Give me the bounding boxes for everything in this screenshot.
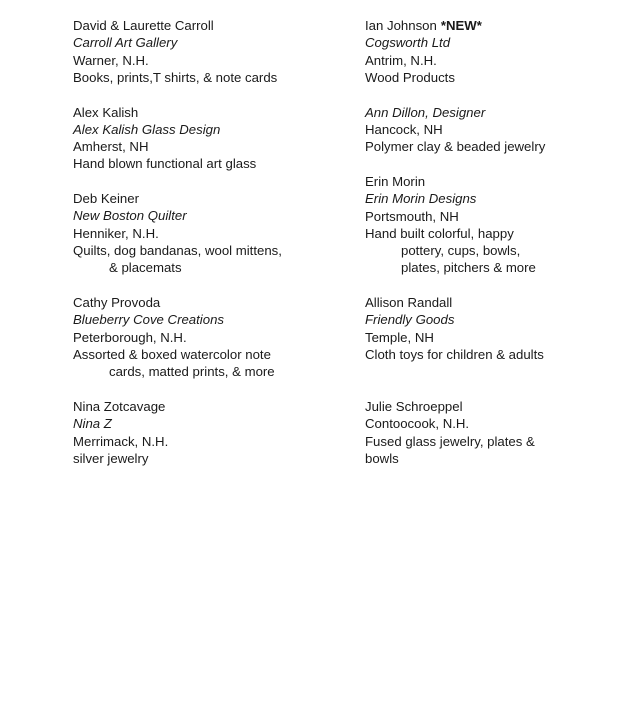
vendor-company: Carroll Art Gallery [73, 35, 178, 51]
vendor-products-continued: bowls [365, 450, 399, 466]
vendor-products: Hand blown functional art glass [73, 156, 257, 172]
vendor-name: Allison Randall [365, 295, 453, 310]
vendor-products-continued: cards, matted prints, & more [109, 364, 275, 380]
vendor-name: Erin Morin [365, 174, 426, 189]
vendor-location: Temple, NH [365, 329, 434, 345]
vendor-company: New Boston Quilter [73, 208, 187, 224]
vendor-name-row [365, 17, 605, 34]
vendor-name: David & Laurette Carroll [73, 18, 214, 33]
vendor-location: Antrim, N.H. [365, 52, 437, 68]
vendor-location: Henniker, N.H. [73, 225, 159, 241]
vendor-company: Nina Z [73, 416, 112, 432]
vendor-name: Nina Zotcavage [73, 399, 166, 414]
vendor-entry [73, 294, 343, 380]
vendor-products-continued: pottery, cups, bowls, [401, 243, 521, 259]
vendor-products: Cloth toys for children & adults [365, 346, 544, 362]
vendor-company: Friendly Goods [365, 312, 455, 328]
vendor-location: Portsmouth, NH [365, 208, 459, 224]
vendor-products: Wood Products [365, 69, 455, 85]
vendor-products-continued: & placemats [109, 260, 182, 276]
vendor-location: Hancock, NH [365, 121, 443, 137]
vendor-location: Warner, N.H. [73, 52, 149, 68]
vendor-entry [365, 17, 605, 86]
vendor-location: Amherst, NH [73, 139, 149, 155]
vendor-company: Blueberry Cove Creations [73, 312, 224, 328]
vendor-products: Fused glass jewelry, plates & [365, 433, 535, 449]
vendor-products: Hand built colorful, happy [365, 225, 514, 241]
vendor-company: Alex Kalish Glass Design [73, 121, 221, 137]
vendor-company: Erin Morin Designs [365, 191, 477, 207]
vendor-entry [365, 104, 605, 156]
vendor-entry [73, 17, 343, 86]
vendor-entry [365, 398, 605, 467]
vendor-products-continued: plates, pitchers & more [401, 260, 536, 276]
vendor-entry [73, 104, 343, 173]
vendor-name: Deb Keiner [73, 191, 139, 206]
vendor-entry [365, 173, 605, 277]
vendor-entry [365, 294, 605, 363]
vendor-location: Merrimack, N.H. [73, 433, 169, 449]
vendor-name: Ian Johnson [365, 18, 437, 33]
vendor-products: Polymer clay & beaded jewelry [365, 139, 546, 155]
new-badge: *NEW* [440, 18, 482, 33]
vendor-name: Julie Schroeppel [365, 399, 463, 414]
vendor-location: Peterborough, N.H. [73, 329, 187, 345]
vendor-name: Alex Kalish [73, 104, 139, 120]
vendor-products: Books, prints,T shirts, & note cards [73, 69, 278, 85]
vendor-company: Cogsworth Ltd [365, 35, 451, 51]
vendor-products: silver jewelry [73, 450, 149, 466]
vendor-company: Ann Dillon, Designer [365, 104, 486, 120]
vendor-products: Quilts, dog bandanas, wool mittens, [73, 242, 282, 258]
vendor-products: Assorted & boxed watercolor note [73, 346, 271, 362]
vendor-entry [73, 190, 343, 276]
vendor-entry [73, 398, 343, 467]
vendor-name: Cathy Provoda [73, 295, 161, 310]
vendor-location: Contoocook, N.H. [365, 416, 470, 432]
